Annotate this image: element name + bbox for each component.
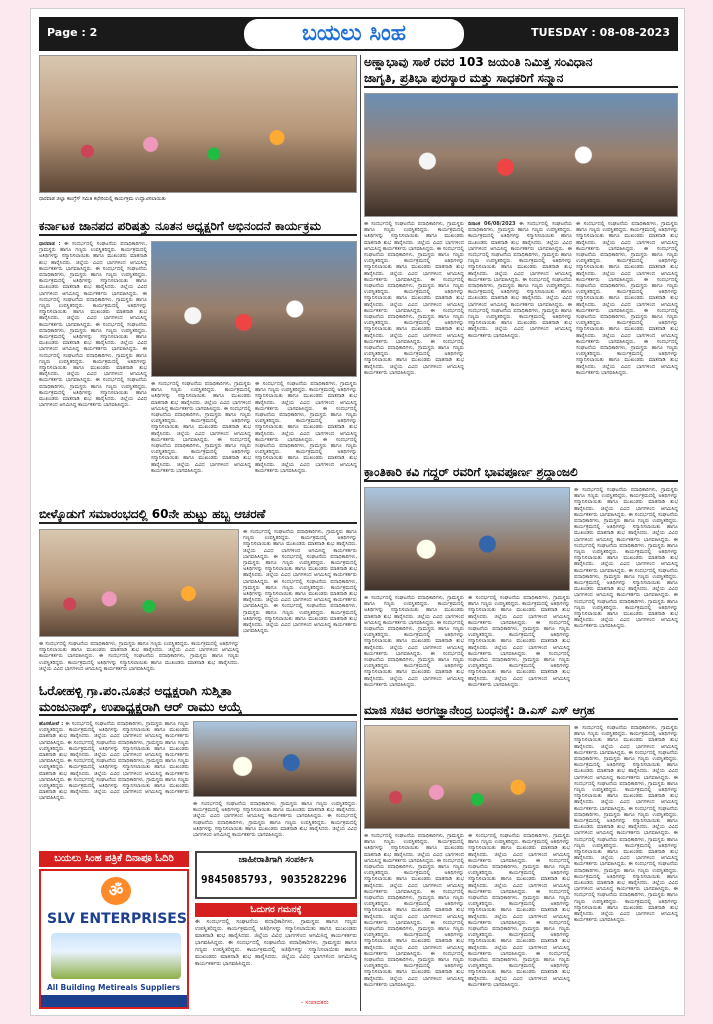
article-text-gaddar-2: [364, 595, 464, 699]
headline-dss: ಮಾಜಿ ಸಚಿವ ಅರಗಜ್ಞಾನೇಂದ್ರ ಬಂಧನಕ್ಕೆ: ಡಿ.ಎಸ್ ಎಸ್ ಆಗ್ರಹ: [364, 703, 678, 720]
dateline: ಧಾರವಾಡ :: [39, 241, 61, 247]
headline-grama-panchayat-1: ಓರೋಹಳ್ಳಿ ಗ್ರಾ.ಪಂ.ನೂತನ ಅಧ್ಯಕ್ಷರಾಗಿ ಸುಶ್ಮಿತಾ: [39, 683, 232, 698]
headline-janapada: ಕರ್ನಾಟಕ ಜಾನಪದ ಪರಿಷತ್ತು ನೂತನ ಅಧ್ಯಕ್ಷರಿಗೆ ಅಭಿನಂದನೆ ಕಾರ್ಯಕ್ರಮ: [39, 219, 357, 236]
column-divider: [360, 55, 361, 1011]
article-body: ಈ ಸಂದರ್ಭದಲ್ಲಿ ಸಂಘಟನೆಯ ಪದಾಧಿಕಾರಿಗಳು, ಗ್ರಾಮಸ್ಥರು ಹಾಗೂ ಗಣ್ಯರು ಉಪಸ್ಥಿತರಿದ್ದರು. ಕಾರ್ಯಕ್ರಮದಲ್ಲಿ ಅತಿಥಿಗಳನ್ನು ಸನ್ಮಾನಿಸಲಾಯಿತು ಹಾಗೂ ಮುಖಂಡರು ಮಾತನಾಡಿ ಶುಭ ಹಾರೈಸಿದರು. ಜಿಲ್ಲೆಯ ವಿವಿಧ ಭಾಗಗಳಿಂದ ಆಗಮಿಸಿದ್ದ ಕಾರ್ಯಕರ್ತರು ಭಾಗವಹಿಸಿದ್ದರು.: [39, 290, 147, 328]
article-text-dss-3: [468, 833, 570, 1011]
article-text-dss-1: [574, 725, 678, 1011]
article-body: ಈ ಸಂದರ್ಭದಲ್ಲಿ ಸಂಘಟನೆಯ ಪದಾಧಿಕಾರಿಗಳು, ಗ್ರಾಮಸ್ಥರು ಹಾಗೂ ಗಣ್ಯರು ಉಪಸ್ಥಿತರಿದ್ದರು. ಕಾರ್ಯಕ್ರಮದಲ್ಲಿ ಅತಿಥಿಗಳನ್ನು ಸನ್ಮಾನಿಸಲಾಯಿತು ಹಾಗೂ ಮುಖಂಡರು ಮಾತನಾಡಿ ಶುಭ ಹಾರೈಸಿದರು. ಜಿಲ್ಲೆಯ ವಿವಿಧ ಭಾಗಗಳಿಂದ ಆಗಮಿಸಿದ್ದ ಕಾರ್ಯಕರ್ತರು ಭಾಗವಹಿಸಿದ್ದರು.: [39, 265, 147, 297]
article-body: ಈ ಸಂದರ್ಭದಲ್ಲಿ ಸಂಘಟನೆಯ ಪದಾಧಿಕಾರಿಗಳು, ಗ್ರಾಮಸ್ಥರು ಹಾಗೂ ಗಣ್ಯರು ಉಪಸ್ಥಿತರಿದ್ದರು. ಕಾರ್ಯಕ್ರಮದಲ್ಲಿ ಅತಿಥಿಗಳನ್ನು ಸನ್ಮಾನಿಸಲಾಯಿತು ಹಾಗೂ ಮುಖಂಡರು ಮಾತನಾಡಿ ಶುಭ ಹಾರೈಸಿದರು. ಜಿಲ್ಲೆಯ ವಿವಿಧ ಭಾಗಗಳಿಂದ ಆಗಮಿಸಿದ್ದ ಕಾರ್ಯಕರ್ತರು ಭಾಗವಹಿಸಿದ್ದರು.: [243, 529, 357, 560]
article-body: ಈ ಸಂದರ್ಭದಲ್ಲಿ ಸಂಘಟನೆಯ ಪದಾಧಿಕಾರಿಗಳು, ಗ್ರಾಮಸ್ಥರು ಹಾಗೂ ಗಣ್ಯರು ಉಪಸ್ಥಿತರಿದ್ದರು. ಕಾರ್ಯಕ್ರಮದಲ್ಲಿ ಅತಿಥಿಗಳನ್ನು ಸನ್ಮಾನಿಸಲಾಯಿತು ಹಾಗೂ ಮುಖಂಡರು ಮಾತನಾಡಿ ಶುಭ ಹಾರೈಸಿದರು. ಜಿಲ್ಲೆಯ ವಿವಿಧ ಭಾಗಗಳಿಂದ ಆಗಮಿಸಿದ್ದ ಕಾರ್ಯಕರ್ತರು ಭಾಗವಹಿಸಿದ್ದರು.: [364, 595, 464, 626]
article-text-grama-panchayat-2: [193, 801, 357, 847]
article-body: ಈ ಸಂದರ್ಭದಲ್ಲಿ ಸಂಘಟನೆಯ ಪದಾಧಿಕಾರಿಗಳು, ಗ್ರಾಮಸ್ಥರು ಹಾಗೂ ಗಣ್ಯರು ಉಪಸ್ಥಿತರಿದ್ದರು. ಕಾರ್ಯಕ್ರಮದಲ್ಲಿ ಅತಿಥಿಗಳನ್ನು ಸನ್ಮಾನಿಸಲಾಯಿತು ಹಾಗೂ ಮುಖಂಡರು ಮಾತನಾಡಿ ಶುಭ ಹಾರೈಸಿದರು. ಜಿಲ್ಲೆಯ ವಿವಿಧ ಭಾಗಗಳಿಂದ ಆಗಮಿಸಿದ್ದ ಕಾರ್ಯಕರ್ತರು ಭಾಗವಹಿಸಿದ್ದರು.: [468, 833, 570, 864]
article-body: ಈ ಸಂದರ್ಭದಲ್ಲಿ ಸಂಘಟನೆಯ ಪದಾಧಿಕಾರಿಗಳು, ಗ್ರಾಮಸ್ಥರು ಹಾಗೂ ಗಣ್ಯರು ಉಪಸ್ಥಿತರಿದ್ದರು. ಕಾರ್ಯಕ್ರಮದಲ್ಲಿ ಅತಿಥಿಗಳನ್ನು ಸನ್ಮಾನಿಸಲಾಯಿತು ಹಾಗೂ ಮುಖಂಡರು ಮಾತನಾಡಿ ಶುಭ ಹಾರೈಸಿದರು. ಜಿಲ್ಲೆಯ ವಿವಿಧ ಭಾಗಗಳಿಂದ ಆಗಮಿಸಿದ್ದ ಕಾರ್ಯಕರ್ತರು ಭಾಗವಹಿಸಿದ್ದರು.: [468, 950, 570, 988]
headline-annabhau-2: ಜಾಗೃತಿ, ಪ್ರತಿಭಾ ಪುರಸ್ಕಾರ ಮತ್ತು ಸಾಧಕರಿಗೆ ಸನ್ಮಾನ: [364, 71, 678, 88]
article-body: ಈ ಸಂದರ್ಭದಲ್ಲಿ ಸಂಘಟನೆಯ ಪದಾಧಿಕಾರಿಗಳು, ಗ್ರಾಮಸ್ಥರು ಹಾಗೂ ಗಣ್ಯರು ಉಪಸ್ಥಿತರಿದ್ದರು. ಕಾರ್ಯಕ್ರಮದಲ್ಲಿ ಅತಿಥಿಗಳನ್ನು ಸನ್ಮಾನಿಸಲಾಯಿತು ಹಾಗೂ ಮುಖಂಡರು ಮಾತನಾಡಿ ಶುಭ ಹಾರೈಸಿದರು. ಜಿಲ್ಲೆಯ ವಿವಿಧ ಭಾಗಗಳಿಂದ ಆಗಮಿಸಿದ್ದ ಕಾರ್ಯಕರ್ತರು ಭಾಗವಹಿಸಿದ್ದರು.: [364, 950, 464, 988]
newspaper-page: [30, 8, 685, 1016]
article-body: ಈ ಸಂದರ್ಭದಲ್ಲಿ ಸಂಘಟನೆಯ ಪದಾಧಿಕಾರಿಗಳು, ಗ್ರಾಮಸ್ಥರು ಹಾಗೂ ಗಣ್ಯರು ಉಪಸ್ಥಿತರಿದ್ದರು. ಕಾರ್ಯಕ್ರಮದಲ್ಲಿ ಅತಿಥಿಗಳನ್ನು ಸನ್ಮಾನಿಸಲಾಯಿತು ಹಾಗೂ ಮುಖಂಡರು ಮಾತನಾಡಿ ಶುಭ ಹಾರೈಸಿದರು. ಜಿಲ್ಲೆಯ ವಿವಿಧ ಭಾಗಗಳಿಂದ ಆಗಮಿಸಿದ್ದ ಕಾರ್ಯಕರ್ತರು ಭಾಗವಹಿಸಿದ್ದರು.: [576, 307, 678, 345]
article-body: ಈ ಸಂದರ್ಭದಲ್ಲಿ ಸಂಘಟನೆಯ ಪದಾಧಿಕಾರಿಗಳು, ಗ್ರಾಮಸ್ಥರು ಹಾಗೂ ಗಣ್ಯರು ಉಪಸ್ಥಿತರಿದ್ದರು. ಕಾರ್ಯಕ್ರಮದಲ್ಲಿ ಅತಿಥಿಗಳನ್ನು ಸನ್ಮಾನಿಸಲಾಯಿತು ಹಾಗೂ ಮುಖಂಡರು ಮಾತನಾಡಿ ಶುಭ ಹಾರೈಸಿದರು. ಜಿಲ್ಲೆಯ ವಿವಿಧ ಭಾಗಗಳಿಂದ ಆಗಮಿಸಿದ್ದ ಕಾರ್ಯಕರ್ತರು ಭಾಗವಹಿಸಿದ್ದರು.: [468, 245, 572, 283]
article-body: ಈ ಸಂದರ್ಭದಲ್ಲಿ ಸಂಘಟನೆಯ ಪದಾಧಿಕಾರಿಗಳು, ಗ್ರಾಮಸ್ಥರು ಹಾಗೂ ಗಣ್ಯರು ಉಪಸ್ಥಿತರಿದ್ದರು. ಕಾರ್ಯಕ್ರಮದಲ್ಲಿ ಅತಿಥಿಗಳನ್ನು ಸನ್ಮಾನಿಸಲಾಯಿತು ಹಾಗೂ ಮುಖಂಡರು ಮಾತನಾಡಿ ಶುಭ ಹಾರೈಸಿದರು. ಜಿಲ್ಲೆಯ ವಿವಿಧ ಭಾಗಗಳಿಂದ ಆಗಮಿಸಿದ್ದ ಕಾರ್ಯಕರ್ತರು ಭಾಗವಹಿಸಿದ್ದರು.: [468, 619, 570, 657]
masthead: [39, 17, 678, 51]
article-body: ಈ ಸಂದರ್ಭದಲ್ಲಿ ಸಂಘಟನೆಯ ಪದಾಧಿಕಾರಿಗಳು, ಗ್ರಾಮಸ್ಥರು ಹಾಗೂ ಗಣ್ಯರು ಉಪಸ್ಥಿತರಿದ್ದರು. ಕಾರ್ಯಕ್ರಮದಲ್ಲಿ ಅತಿಥಿಗಳನ್ನು ಸನ್ಮಾನಿಸಲಾಯಿತು ಹಾಗೂ ಮುಖಂಡರು ಮಾತನಾಡಿ ಶುಭ ಹಾರೈಸಿದರು. ಜಿಲ್ಲೆಯ ವಿವಿಧ ಭಾಗಗಳಿಂದ ಆಗಮಿಸಿದ್ದ ಕಾರ್ಯಕರ್ತರು ಭಾಗವಹಿಸಿದ್ದರು.: [468, 221, 572, 252]
article-body: ಈ ಸಂದರ್ಭದಲ್ಲಿ ಸಂಘಟನೆಯ ಪದಾಧಿಕಾರಿಗಳು, ಗ್ರಾಮಸ್ಥರು ಹಾಗೂ ಗಣ್ಯರು ಉಪಸ್ಥಿತರಿದ್ದರು. ಕಾರ್ಯಕ್ರಮದಲ್ಲಿ ಅತಿಥಿಗಳನ್ನು ಸನ್ಮಾನಿಸಲಾಯಿತು ಹಾಗೂ ಮುಖಂಡರು ಮಾತನಾಡಿ ಶುಭ ಹಾರೈಸಿದರು. ಜಿಲ್ಲೆಯ ವಿವಿಧ ಭಾಗಗಳಿಂದ ಆಗಮಿಸಿದ್ದ ಕಾರ್ಯಕರ್ತರು ಭಾಗವಹಿಸಿದ್ದರು.: [364, 276, 464, 314]
event-photo-gaddar: [364, 487, 570, 591]
article-body: ಈ ಸಂದರ್ಭದಲ್ಲಿ ಸಂಘಟನೆಯ ಪದಾಧಿಕಾರಿಗಳು, ಗ್ರಾಮಸ್ಥರು ಹಾಗೂ ಗಣ್ಯರು ಉಪಸ್ಥಿತರಿದ್ದರು. ಕಾರ್ಯಕ್ರಮದಲ್ಲಿ ಅತಿಥಿಗಳನ್ನು ಸನ್ಮಾನಿಸಲಾಯಿತು ಹಾಗೂ ಮುಖಂಡರು ಮಾತನಾಡಿ ಶುಭ ಹಾರೈಸಿದರು. ಜಿಲ್ಲೆಯ ವಿವಿಧ ಭಾಗಗಳಿಂದ ಆಗಮಿಸಿದ್ದ ಕಾರ್ಯಕರ್ತರು ಭಾಗವಹಿಸಿದ್ದರು.: [574, 592, 678, 630]
article-body: ಈ ಸಂದರ್ಭದಲ್ಲಿ ಸಂಘಟನೆಯ ಪದಾಧಿಕಾರಿಗಳು, ಗ್ರಾಮಸ್ಥರು ಹಾಗೂ ಗಣ್ಯರು ಉಪಸ್ಥಿತರಿದ್ದರು. ಕಾರ್ಯಕ್ರಮದಲ್ಲಿ ಅತಿಥಿಗಳನ್ನು ಸನ್ಮಾನಿಸಲಾಯಿತು ಹಾಗೂ ಮುಖಂಡರು ಮಾತನಾಡಿ ಶುಭ ಹಾರೈಸಿದರು. ಜಿಲ್ಲೆಯ ವಿವಿಧ ಭಾಗಗಳಿಂದ ಆಗಮಿಸಿದ್ದ ಕಾರ್ಯಕರ್ತರು ಭಾಗವಹಿಸಿದ್ದರು.: [39, 739, 189, 765]
dateline: ದಿನಾಂಕ 06/08/2023: [468, 221, 516, 227]
event-photo-birthday: [39, 529, 239, 637]
article-body: ಈ ಸಂದರ್ಭದಲ್ಲಿ ಸಂಘಟನೆಯ ಪದಾಧಿಕಾರಿಗಳು, ಗ್ರಾಮಸ್ಥರು ಹಾಗೂ ಗಣ್ಯರು ಉಪಸ್ಥಿತರಿದ್ದರು. ಕಾರ್ಯಕ್ರಮದಲ್ಲಿ ಅತಿಥಿಗಳನ್ನು ಸನ್ಮಾನಿಸಲಾಯಿತು ಹಾಗೂ ಮುಖಂಡರು ಮಾತನಾಡಿ ಶುಭ ಹಾರೈಸಿದರು. ಜಿಲ್ಲೆಯ ವಿವಿಧ ಭಾಗಗಳಿಂದ ಆಗಮಿಸಿದ್ದ ಕಾರ್ಯಕರ್ತರು ಭಾಗವಹಿಸಿದ್ದರು.: [574, 749, 678, 781]
article-body: ಈ ಸಂದರ್ಭದಲ್ಲಿ ಸಂಘಟನೆಯ ಪದಾಧಿಕಾರಿಗಳು, ಗ್ರಾಮಸ್ಥರು ಹಾಗೂ ಗಣ್ಯರು ಉಪಸ್ಥಿತರಿದ್ದರು. ಕಾರ್ಯಕ್ರಮದಲ್ಲಿ ಅತಿಥಿಗಳನ್ನು ಸನ್ಮಾನಿಸಲಾಯಿತು ಹಾಗೂ ಮುಖಂಡರು ಮಾತನಾಡಿ ಶುಭ ಹಾರೈಸಿದರು. ಜಿಲ್ಲೆಯ ವಿವಿಧ ಭಾಗಗಳಿಂದ ಆಗಮಿಸಿದ್ದ ಕಾರ್ಯಕರ್ತರು ಭಾಗವಹಿಸಿದ್ದರು.: [574, 774, 678, 812]
headline-hattu-habba: ಬೀಳ್ಕೊಡುಗೆ ಸಮಾರಂಭದಲ್ಲಿ 60ನೇ ಹುಟ್ಟು ಹಬ್ಬ ಆಚರಣೆ: [39, 507, 357, 524]
article-text-annabhau-3: [576, 221, 678, 461]
om-symbol-icon: ॐ: [101, 877, 131, 905]
page-number: Page : 2: [47, 26, 98, 39]
classified-advertisement: [195, 851, 357, 899]
article-text-birthday-2: [39, 641, 239, 679]
article-body: ಈ ಸಂದರ್ಭದಲ್ಲಿ ಸಂಘಟನೆಯ ಪದಾಧಿಕಾರಿಗಳು, ಗ್ರಾಮಸ್ಥರು ಹಾಗೂ ಗಣ್ಯರು ಉಪಸ್ಥಿತರಿದ್ದರು. ಕಾರ್ಯಕ್ರಮದಲ್ಲಿ ಅತಿಥಿಗಳನ್ನು ಸನ್ಮಾನಿಸಲಾಯಿತು ಹಾಗೂ ಮುಖಂಡರು ಮಾತನಾಡಿ ಶುಭ ಹಾರೈಸಿದರು. ಜಿಲ್ಲೆಯ ವಿವಿಧ ಭಾಗಗಳಿಂದ ಆಗಮಿಸಿದ್ದ ಕಾರ್ಯಕರ್ತರು ಭಾಗವಹಿಸಿದ್ದರು.: [193, 801, 357, 820]
event-photo-janapada: [151, 241, 357, 377]
article-body: ಈ ಸಂದರ್ಭದಲ್ಲಿ ಸಂಘಟನೆಯ ಪದಾಧಿಕಾರಿಗಳು, ಗ್ರಾಮಸ್ಥರು ಹಾಗೂ ಗಣ್ಯರು ಉಪಸ್ಥಿತರಿದ್ದರು. ಕಾರ್ಯಕ್ರಮದಲ್ಲಿ ಅತಿಥಿಗಳನ್ನು ಸನ್ಮಾನಿಸಲಾಯಿತು ಹಾಗೂ ಮುಖಂಡರು ಮಾತನಾಡಿ ಶುಭ ಹಾರೈಸಿದರು. ಜಿಲ್ಲೆಯ ವಿವಿಧ ಭಾಗಗಳಿಂದ ಆಗಮಿಸಿದ್ದ ಕಾರ್ಯಕರ್ತರು ಭಾಗವಹಿಸಿದ್ದರು.: [193, 813, 357, 839]
article-text-janapada: [39, 241, 147, 503]
article-body: ಈ ಸಂದರ್ಭದಲ್ಲಿ ಸಂಘಟನೆಯ ಪದಾಧಿಕಾರಿಗಳು, ಗ್ರಾಮಸ್ಥರು ಹಾಗೂ ಗಣ್ಯರು ಉಪಸ್ಥಿತರಿದ್ದರು. ಕಾರ್ಯಕ್ರಮದಲ್ಲಿ ಅತಿಥಿಗಳನ್ನು ಸನ್ಮಾನಿಸಲಾಯಿತು ಹಾಗೂ ಮುಖಂಡರು ಮಾತನಾಡಿ ಶುಭ ಹಾರೈಸಿದರು. ಜಿಲ್ಲೆಯ ವಿವಿಧ ಭಾಗಗಳಿಂದ ಆಗಮಿಸಿದ್ದ ಕಾರ್ಯಕರ್ತರು ಭಾಗವಹಿಸಿದ್ದರು.: [255, 436, 357, 474]
article-text-grama-panchayat: [39, 721, 189, 847]
article-body: ಈ ಸಂದರ್ಭದಲ್ಲಿ ಸಂಘಟನೆಯ ಪದಾಧಿಕಾರಿಗಳು, ಗ್ರಾಮಸ್ಥರು ಹಾಗೂ ಗಣ್ಯರು ಉಪಸ್ಥಿತರಿದ್ದರು. ಕಾರ್ಯಕ್ರಮದಲ್ಲಿ ಅತಿಥಿಗಳನ್ನು ಸನ್ಮಾನಿಸಲಾಯಿತು ಹಾಗೂ ಮುಖಂಡರು ಮಾತನಾಡಿ ಶುಭ ಹಾರೈಸಿದರು. ಜಿಲ್ಲೆಯ ವಿವಿಧ ಭಾಗಗಳಿಂದ ಆಗಮಿಸಿದ್ದ ಕಾರ್ಯಕರ್ತರು ಭಾಗವಹಿಸಿದ್ದರು.: [364, 650, 464, 688]
article-body: ಈ ಸಂದರ್ಭದಲ್ಲಿ ಸಂಘಟನೆಯ ಪದಾಧಿಕಾರಿಗಳು, ಗ್ರಾಮಸ್ಥರು ಹಾಗೂ ಗಣ್ಯರು ಉಪಸ್ಥಿತರಿದ್ದರು. ಕಾರ್ಯಕ್ರಮದಲ್ಲಿ ಅತಿಥಿಗಳನ್ನು ಸನ್ಮಾನಿಸಲಾಯಿತು ಹಾಗೂ ಮುಖಂಡರು ಮಾತನಾಡಿ ಶುಭ ಹಾರೈಸಿದರು. ಜಿಲ್ಲೆಯ ವಿವಿಧ ಭಾಗಗಳಿಂದ ಆಗಮಿಸಿದ್ದ ಕಾರ್ಯಕರ್ತರು ಭಾಗವಹಿಸಿದ್ದರು.: [39, 776, 189, 802]
dateline: ಹೊಸಕೋಟೆ :: [39, 721, 64, 727]
article-body: ಈ ಸಂದರ್ಭದಲ್ಲಿ ಸಂಘಟನೆಯ ಪದಾಧಿಕಾರಿಗಳು, ಗ್ರಾಮಸ್ಥರು ಹಾಗೂ ಗಣ್ಯರು ಉಪಸ್ಥಿತರಿದ್ದರು. ಕಾರ್ಯಕ್ರಮದಲ್ಲಿ ಅತಿಥಿಗಳನ್ನು ಸನ್ಮಾನಿಸಲಾಯಿತು ಹಾಗೂ ಮುಖಂಡರು ಮಾತನಾಡಿ ಶುಭ ಹಾರೈಸಿದರು. ಜಿಲ್ಲೆಯ ವಿವಿಧ ಭಾಗಗಳಿಂದ ಆಗಮಿಸಿದ್ದ ಕಾರ್ಯಕರ್ತರು ಭಾಗವಹಿಸಿದ್ದರು.: [468, 595, 570, 626]
article-body: ಈ ಸಂದರ್ಭದಲ್ಲಿ ಸಂಘಟನೆಯ ಪದಾಧಿಕಾರಿಗಳು, ಗ್ರಾಮಸ್ಥರು ಹಾಗೂ ಗಣ್ಯರು ಉಪಸ್ಥಿತರಿದ್ದರು. ಕಾರ್ಯಕ್ರಮದಲ್ಲಿ ಅತಿಥಿಗಳನ್ನು ಸನ್ಮಾನಿಸಲಾಯಿತು ಹಾಗೂ ಮುಖಂಡರು ಮಾತನಾಡಿ ಶುಭ ಹಾರೈಸಿದರು. ಜಿಲ್ಲೆಯ ವಿವಿಧ ಭಾಗಗಳಿಂದ ಆಗಮಿಸಿದ್ದ ಕಾರ್ಯಕರ್ತರು ಭಾಗವಹಿಸಿದ್ದರು.: [576, 338, 678, 376]
notice-body: ಈ ಸಂದರ್ಭದಲ್ಲಿ ಸಂಘಟನೆಯ ಪದಾಧಿಕಾರಿಗಳು, ಗ್ರಾಮಸ್ಥರು ಹಾಗೂ ಗಣ್ಯರು ಉಪಸ್ಥಿತರಿದ್ದರು. ಕಾರ್ಯಕ್ರಮದಲ್ಲಿ ಅತಿಥಿಗಳನ್ನು ಸನ್ಮಾನಿಸಲಾಯಿತು ಹಾಗೂ ಮುಖಂಡರು ಮಾತನಾಡಿ ಶುಭ ಹಾರೈಸಿದರು. ಜಿಲ್ಲೆಯ ವಿವಿಧ ಭಾಗಗಳಿಂದ ಆಗಮಿಸಿದ್ದ ಕಾರ್ಯಕರ್ತರು ಭಾಗವಹಿಸಿದ್ದರು.: [195, 940, 357, 967]
event-photo-top-left: [39, 55, 357, 193]
slv-advertisement: [39, 869, 189, 1009]
editor-signature: - ಸಂಪಾದಕರು: [301, 999, 329, 1006]
article-body: ಈ ಸಂದರ್ಭದಲ್ಲಿ ಸಂಘಟನೆಯ ಪದಾಧಿಕಾರಿಗಳು, ಗ್ರಾಮಸ್ಥರು ಹಾಗೂ ಗಣ್ಯರು ಉಪಸ್ಥಿತರಿದ್ದರು. ಕಾರ್ಯಕ್ರಮದಲ್ಲಿ ಅತಿಥಿಗಳನ್ನು ಸನ್ಮಾನಿಸಲಾಯಿತು ಹಾಗೂ ಮುಖಂಡರು ಮಾತನಾಡಿ ಶುಭ ಹಾರೈಸಿದರು. ಜಿಲ್ಲೆಯ ವಿವಿಧ ಭಾಗಗಳಿಂದ ಆಗಮಿಸಿದ್ದ ಕಾರ್ಯಕರ್ತರು ಭಾಗವಹಿಸಿದ್ದರು.: [576, 221, 678, 252]
article-body: ಈ ಸಂದರ್ಭದಲ್ಲಿ ಸಂಘಟನೆಯ ಪದಾಧಿಕಾರಿಗಳು, ಗ್ರಾಮಸ್ಥರು ಹಾಗೂ ಗಣ್ಯರು ಉಪಸ್ಥಿತರಿದ್ದರು. ಕಾರ್ಯಕ್ರಮದಲ್ಲಿ ಅತಿಥಿಗಳನ್ನು ಸನ್ಮಾನಿಸಲಾಯಿತು ಹಾಗೂ ಮುಖಂಡರು ಮಾತನಾಡಿ ಶುಭ ಹಾರೈಸಿದರು. ಜಿಲ್ಲೆಯ ವಿವಿಧ ಭಾಗಗಳಿಂದ ಆಗಮಿಸಿದ್ದ ಕಾರ್ಯಕರ್ತರು ಭಾಗವಹಿಸಿದ್ದರು.: [468, 888, 570, 926]
slv-name: SLV ENTERPRISES: [47, 911, 187, 927]
article-body: ಈ ಸಂದರ್ಭದಲ್ಲಿ ಸಂಘಟನೆಯ ಪದಾಧಿಕಾರಿಗಳು, ಗ್ರಾಮಸ್ಥರು ಹಾಗೂ ಗಣ್ಯರು ಉಪಸ್ಥಿತರಿದ್ದರು. ಕಾರ್ಯಕ್ರಮದಲ್ಲಿ ಅತಿಥಿಗಳನ್ನು ಸನ್ಮಾನಿಸಲಾಯಿತು ಹಾಗೂ ಮುಖಂಡರು ಮಾತನಾಡಿ ಶುಭ ಹಾರೈಸಿದರು. ಜಿಲ್ಲೆಯ ವಿವಿಧ ಭಾಗಗಳಿಂದ ಆಗಮಿಸಿದ್ದ ಕಾರ್ಯಕರ್ತರು ಭಾಗವಹಿಸಿದ್ದರು.: [574, 861, 678, 893]
slv-footer-strip: [41, 995, 187, 1007]
article-body: ಈ ಸಂದರ್ಭದಲ್ಲಿ ಸಂಘಟನೆಯ ಪದಾಧಿಕಾರಿಗಳು, ಗ್ರಾಮಸ್ಥರು ಹಾಗೂ ಗಣ್ಯರು ಉಪಸ್ಥಿತರಿದ್ದರು. ಕಾರ್ಯಕ್ರಮದಲ್ಲಿ ಅತಿಥಿಗಳನ್ನು ಸನ್ಮಾನಿಸಲಾಯಿತು ಹಾಗೂ ಮುಖಂಡರು ಮಾತನಾಡಿ ಶುಭ ಹಾರೈಸಿದರು. ಜಿಲ್ಲೆಯ ವಿವಿಧ ಭಾಗಗಳಿಂದ ಆಗಮಿಸಿದ್ದ ಕಾರ್ಯಕರ್ತರು ಭಾಗವಹಿಸಿದ್ದರು.: [151, 436, 251, 474]
article-body: ಈ ಸಂದರ್ಭದಲ್ಲಿ ಸಂಘಟನೆಯ ಪದಾಧಿಕಾರಿಗಳು, ಗ್ರಾಮಸ್ಥರು ಹಾಗೂ ಗಣ್ಯರು ಉಪಸ್ಥಿತರಿದ್ದರು. ಕಾರ್ಯಕ್ರಮದಲ್ಲಿ ಅತಿಥಿಗಳನ್ನು ಸನ್ಮಾನಿಸಲಾಯಿತು ಹಾಗೂ ಮುಖಂಡರು ಮಾತನಾಡಿ ಶುಭ ಹಾರೈಸಿದರು. ಜಿಲ್ಲೆಯ ವಿವಿಧ ಭಾಗಗಳಿಂದ ಆಗಮಿಸಿದ್ದ ಕಾರ್ಯಕರ್ತರು ಭಾಗವಹಿಸಿದ್ದರು.: [364, 221, 464, 252]
contact-phones[interactable]: 9845085793, 9035282296: [201, 873, 347, 886]
photo-caption: ಧಾರವಾಡ ಜಿಲ್ಲಾ ಕಾಂಗ್ರೆಸ್ ಸಮಿತಿ ಕಛೇರಿಯಲ್ಲಿ ಕಾರ್ಯಕ್ರಮ ಉದ್ಘಾಟಿಸಲಾಯಿತು: [39, 196, 167, 202]
article-text-janapada-3: [255, 381, 357, 503]
event-photo-panchayat: [193, 721, 357, 797]
article-body: ಈ ಸಂದರ್ಭದಲ್ಲಿ ಸಂಘಟನೆಯ ಪದಾಧಿಕಾರಿಗಳು, ಗ್ರಾಮಸ್ಥರು ಹಾಗೂ ಗಣ್ಯರು ಉಪಸ್ಥಿತರಿದ್ದರು. ಕಾರ್ಯಕ್ರಮದಲ್ಲಿ ಅತಿಥಿಗಳನ್ನು ಸನ್ಮಾನಿಸಲಾಯಿತು ಹಾಗೂ ಮುಖಂಡರು ಮಾತನಾಡಿ ಶುಭ ಹಾರೈಸಿದರು. ಜಿಲ್ಲೆಯ ವಿವಿಧ ಭಾಗಗಳಿಂದ ಆಗಮಿಸಿದ್ದ ಕಾರ್ಯಕರ್ತರು ಭಾಗವಹಿಸಿದ್ದರು.: [574, 886, 678, 924]
article-text-gaddar-3: [468, 595, 570, 699]
article-text-dss-2: [364, 833, 464, 1011]
classified-title: ಜಾಹೀರಾತಿಗಾಗಿ ಸಂಪರ್ಕಿಸಿ: [238, 855, 314, 865]
article-text-annabhau-2: [468, 221, 572, 461]
article-body: ಈ ಸಂದರ್ಭದಲ್ಲಿ ಸಂಘಟನೆಯ ಪದಾಧಿಕಾರಿಗಳು, ಗ್ರಾಮಸ್ಥರು ಹಾಗೂ ಗಣ್ಯರು ಉಪಸ್ಥಿತರಿದ್ದರು. ಕಾರ್ಯಕ್ರಮದಲ್ಲಿ ಅತಿಥಿಗಳನ್ನು ಸನ್ಮಾನಿಸಲಾಯಿತು ಹಾಗೂ ಮುಖಂಡರು ಮಾತನಾಡಿ ಶುಭ ಹಾರೈಸಿದರು. ಜಿಲ್ಲೆಯ ವಿವಿಧ ಭಾಗಗಳಿಂದ ಆಗಮಿಸಿದ್ದ ಕಾರ್ಯಕರ್ತರು ಭಾಗವಹಿಸಿದ್ದರು.: [243, 578, 357, 610]
article-body: ಈ ಸಂದರ್ಭದಲ್ಲಿ ಸಂಘಟನೆಯ ಪದಾಧಿಕಾರಿಗಳು, ಗ್ರಾಮಸ್ಥರು ಹಾಗೂ ಗಣ್ಯರು ಉಪಸ್ಥಿತರಿದ್ದರು. ಕಾರ್ಯಕ್ರಮದಲ್ಲಿ ಅತಿಥಿಗಳನ್ನು ಸನ್ಮಾನಿಸಲಾಯಿತು ಹಾಗೂ ಮುಖಂಡರು ಮಾತನಾಡಿ ಶುಭ ಹಾರೈಸಿದರು. ಜಿಲ್ಲೆಯ ವಿವಿಧ ಭಾಗಗಳಿಂದ ಆಗಮಿಸಿದ್ದ ಕಾರ್ಯಕರ್ತರು ಭಾಗವಹಿಸಿದ್ದರು.: [574, 536, 678, 574]
article-body: ಈ ಸಂದರ್ಭದಲ್ಲಿ ಸಂಘಟನೆಯ ಪದಾಧಿಕಾರಿಗಳು, ಗ್ರಾಮಸ್ಥರು ಹಾಗೂ ಗಣ್ಯರು ಉಪಸ್ಥಿತರಿದ್ದರು. ಕಾರ್ಯಕ್ರಮದಲ್ಲಿ ಅತಿಥಿಗಳನ್ನು ಸನ್ಮಾನಿಸಲಾಯಿತು ಹಾಗೂ ಮುಖಂಡರು ಮಾತನಾಡಿ ಶುಭ ಹಾರೈಸಿದರು. ಜಿಲ್ಲೆಯ ವಿವಿಧ ಭಾಗಗಳಿಂದ ಆಗಮಿಸಿದ್ದ ಕಾರ್ಯಕರ್ತರು ಭಾಗವಹಿಸಿದ್ದರು.: [576, 245, 678, 283]
article-body: ಈ ಸಂದರ್ಭದಲ್ಲಿ ಸಂಘಟನೆಯ ಪದಾಧಿಕಾರಿಗಳು, ಗ್ರಾಮಸ್ಥರು ಹಾಗೂ ಗಣ್ಯರು ಉಪಸ್ಥಿತರಿದ್ದರು. ಕಾರ್ಯಕ್ರಮದಲ್ಲಿ ಅತಿಥಿಗಳನ್ನು ಸನ್ಮಾನಿಸಲಾಯಿತು ಹಾಗೂ ಮುಖಂಡರು ಮಾತನಾಡಿ ಶುಭ ಹಾರೈಸಿದರು. ಜಿಲ್ಲೆಯ ವಿವಿಧ ಭಾಗಗಳಿಂದ ಆಗಮಿಸಿದ್ದ ಕಾರ್ಯಕರ್ತರು ಭಾಗವಹಿಸಿದ್ದರು.: [243, 553, 357, 585]
notice-text: [195, 919, 357, 999]
notice-title: ಓದುಗರ ಗಮನಕ್ಕೆ: [195, 903, 357, 917]
article-text-birthday: [243, 529, 357, 679]
article-body: ಈ ಸಂದರ್ಭದಲ್ಲಿ ಸಂಘಟನೆಯ ಪದಾಧಿಕಾರಿಗಳು, ಗ್ರಾಮಸ್ಥರು ಹಾಗೂ ಗಣ್ಯರು ಉಪಸ್ಥಿತರಿದ್ದರು. ಕಾರ್ಯಕ್ರಮದಲ್ಲಿ ಅತಿಥಿಗಳನ್ನು ಸನ್ಮಾನಿಸಲಾಯಿತು ಹಾಗೂ ಮುಖಂಡರು ಮಾತನಾಡಿ ಶುಭ ಹಾರೈಸಿದರು. ಜಿಲ್ಲೆಯ ವಿವಿಧ ಭಾಗಗಳಿಂದ ಆಗಮಿಸಿದ್ದ ಕಾರ್ಯಕರ್ತರು ಭಾಗವಹಿಸಿದ್ದರು.: [364, 857, 464, 895]
article-body: ಈ ಸಂದರ್ಭದಲ್ಲಿ ಸಂಘಟನೆಯ ಪದಾಧಿಕಾರಿಗಳು, ಗ್ರಾಮಸ್ಥರು ಹಾಗೂ ಗಣ್ಯರು ಉಪಸ್ಥಿತರಿದ್ದರು. ಕಾರ್ಯಕ್ರಮದಲ್ಲಿ ಅತಿಥಿಗಳನ್ನು ಸನ್ಮಾನಿಸಲಾಯಿತು ಹಾಗೂ ಮುಖಂಡರು ಮಾತನಾಡಿ ಶುಭ ಹಾರೈಸಿದರು. ಜಿಲ್ಲೆಯ ವಿವಿಧ ಭಾಗಗಳಿಂದ ಆಗಮಿಸಿದ್ದ ಕಾರ್ಯಕರ್ತರು ಭಾಗವಹಿಸಿದ್ದರು.: [468, 301, 572, 339]
article-body: ಈ ಸಂದರ್ಭದಲ್ಲಿ ಸಂಘಟನೆಯ ಪದಾಧಿಕಾರಿಗಳು, ಗ್ರಾಮಸ್ಥರು ಹಾಗೂ ಗಣ್ಯರು ಉಪಸ್ಥಿತರಿದ್ದರು. ಕಾರ್ಯಕ್ರಮದಲ್ಲಿ ಅತಿಥಿಗಳನ್ನು ಸನ್ಮಾನಿಸಲಾಯಿತು ಹಾಗೂ ಮುಖಂಡರು ಮಾತನಾಡಿ ಶುಭ ಹಾರೈಸಿದರು. ಜಿಲ್ಲೆಯ ವಿವಿಧ ಭಾಗಗಳಿಂದ ಆಗಮಿಸಿದ್ದ ಕಾರ್ಯಕರ್ತರು ಭಾಗವಹಿಸಿದ್ದರು.: [364, 833, 464, 864]
article-body: ಈ ಸಂದರ್ಭದಲ್ಲಿ ಸಂಘಟನೆಯ ಪದಾಧಿಕಾರಿಗಳು, ಗ್ರಾಮಸ್ಥರು ಹಾಗೂ ಗಣ್ಯರು ಉಪಸ್ಥಿತರಿದ್ದರು. ಕಾರ್ಯಕ್ರಮದಲ್ಲಿ ಅತಿಥಿಗಳನ್ನು ಸನ್ಮಾನಿಸಲಾಯಿತು ಹಾಗೂ ಮುಖಂಡರು ಮಾತನಾಡಿ ಶುಭ ಹಾರೈಸಿದರು. ಜಿಲ್ಲೆಯ ವಿವಿಧ ಭಾಗಗಳಿಂದ ಆಗಮಿಸಿದ್ದ ಕಾರ್ಯಕರ್ತರು ಭಾಗವಹಿಸಿದ್ದರು.: [364, 888, 464, 926]
article-body: ಈ ಸಂದರ್ಭದಲ್ಲಿ ಸಂಘಟನೆಯ ಪದಾಧಿಕಾರಿಗಳು, ಗ್ರಾಮಸ್ಥರು ಹಾಗೂ ಗಣ್ಯರು ಉಪಸ್ಥಿತರಿದ್ದರು. ಕಾರ್ಯಕ್ರಮದಲ್ಲಿ ಅತಿಥಿಗಳನ್ನು ಸನ್ಮಾನಿಸಲಾಯಿತು ಹಾಗೂ ಮುಖಂಡರು ಮಾತನಾಡಿ ಶುಭ ಹಾರೈಸಿದರು. ಜಿಲ್ಲೆಯ ವಿವಿಧ ಭಾಗಗಳಿಂದ ಆಗಮಿಸಿದ್ದ ಕಾರ್ಯಕರ್ತರು ಭಾಗವಹಿಸಿದ್ದರು.: [574, 511, 678, 543]
article-body: ಈ ಸಂದರ್ಭದಲ್ಲಿ ಸಂಘಟನೆಯ ಪದಾಧಿಕಾರಿಗಳು, ಗ್ರಾಮಸ್ಥರು ಹಾಗೂ ಗಣ್ಯರು ಉಪಸ್ಥಿತರಿದ್ದರು. ಕಾರ್ಯಕ್ರಮದಲ್ಲಿ ಅತಿಥಿಗಳನ್ನು ಸನ್ಮಾನಿಸಲಾಯಿತು ಹಾಗೂ ಮುಖಂಡರು ಮಾತನಾಡಿ ಶುಭ ಹಾರೈಸಿದರು. ಜಿಲ್ಲೆಯ ವಿವಿಧ ಭಾಗಗಳಿಂದ ಆಗಮಿಸಿದ್ದ ಕಾರ್ಯಕರ್ತರು ಭಾಗವಹಿಸಿದ್ದರು.: [243, 603, 357, 635]
article-body: ಈ ಸಂದರ್ಭದಲ್ಲಿ ಸಂಘಟನೆಯ ಪದಾಧಿಕಾರಿಗಳು, ಗ್ರಾಮಸ್ಥರು ಹಾಗೂ ಗಣ್ಯರು ಉಪಸ್ಥಿತರಿದ್ದರು. ಕಾರ್ಯಕ್ರಮದಲ್ಲಿ ಅತಿಥಿಗಳನ್ನು ಸನ್ಮಾನಿಸಲಾಯಿತು ಹಾಗೂ ಮುಖಂಡರು ಮಾತನಾಡಿ ಶುಭ ಹಾರೈಸಿದರು. ಜಿಲ್ಲೆಯ ವಿವಿಧ ಭಾಗಗಳಿಂದ ಆಗಮಿಸಿದ್ದ ಕಾರ್ಯಕರ್ತರು ಭಾಗವಹಿಸಿದ್ದರು.: [468, 276, 572, 308]
article-body: ಈ ಸಂದರ್ಭದಲ್ಲಿ ಸಂಘಟನೆಯ ಪದಾಧಿಕಾರಿಗಳು, ಗ್ರಾಮಸ್ಥರು ಹಾಗೂ ಗಣ್ಯರು ಉಪಸ್ಥಿತರಿದ್ದರು. ಕಾರ್ಯಕ್ರಮದಲ್ಲಿ ಅತಿಥಿಗಳನ್ನು ಸನ್ಮಾನಿಸಲಾಯಿತು ಹಾಗೂ ಮುಖಂಡರು ಮಾತನಾಡಿ ಶುಭ ಹಾರೈಸಿದರು. ಜಿಲ್ಲೆಯ ವಿವಿಧ ಭಾಗಗಳಿಂದ ಆಗಮಿಸಿದ್ದ ಕಾರ್ಯಕರ್ತರು ಭಾಗವಹಿಸಿದ್ದರು.: [364, 307, 464, 345]
article-body: ಈ ಸಂದರ್ಭದಲ್ಲಿ ಸಂಘಟನೆಯ ಪದಾಧಿಕಾರಿಗಳು, ಗ್ರಾಮಸ್ಥರು ಹಾಗೂ ಗಣ್ಯರು ಉಪಸ್ಥಿತರಿದ್ದರು. ಕಾರ್ಯಕ್ರಮದಲ್ಲಿ ಅತಿಥಿಗಳನ್ನು ಸನ್ಮಾನಿಸಲಾಯಿತು ಹಾಗೂ ಮುಖಂಡರು ಮಾತನಾಡಿ ಶುಭ ಹಾರೈಸಿದರು. ಜಿಲ್ಲೆಯ ವಿವಿಧ ಭಾಗಗಳಿಂದ ಆಗಮಿಸಿದ್ದ ಕಾರ್ಯಕರ್ತರು ಭಾಗವಹಿಸಿದ್ದರು.: [39, 721, 189, 746]
headline-gaddar: ಕ್ರಾಂತಿಕಾರಿ ಕವಿ ಗದ್ದರ್ ರವರಿಗೆ ಭಾವಪೂರ್ಣ ಶ್ರದ್ಧಾಂಜಲಿ: [364, 465, 678, 482]
article-body: ಈ ಸಂದರ್ಭದಲ್ಲಿ ಸಂಘಟನೆಯ ಪದಾಧಿಕಾರಿಗಳು, ಗ್ರಾಮಸ್ಥರು ಹಾಗೂ ಗಣ್ಯರು ಉಪಸ್ಥಿತರಿದ್ದರು. ಕಾರ್ಯಕ್ರಮದಲ್ಲಿ ಅತಿಥಿಗಳನ್ನು ಸನ್ಮಾನಿಸಲಾಯಿತು ಹಾಗೂ ಮುಖಂಡರು ಮಾತನಾಡಿ ಶುಭ ಹಾರೈಸಿದರು. ಜಿಲ್ಲೆಯ ವಿವಿಧ ಭಾಗಗಳಿಂದ ಆಗಮಿಸಿದ್ದ ಕಾರ್ಯಕರ್ತರು ಭಾಗವಹಿಸಿದ್ದರು.: [151, 405, 251, 443]
article-body: ಈ ಸಂದರ್ಭದಲ್ಲಿ ಸಂಘಟನೆಯ ಪದಾಧಿಕಾರಿಗಳು, ಗ್ರಾಮಸ್ಥರು ಹಾಗೂ ಗಣ್ಯರು ಉಪಸ್ಥಿತರಿದ್ದರು. ಕಾರ್ಯಕ್ರಮದಲ್ಲಿ ಅತಿಥಿಗಳನ್ನು ಸನ್ಮಾನಿಸಲಾಯಿತು ಹಾಗೂ ಮುಖಂಡರು ಮಾತನಾಡಿ ಶುಭ ಹಾರೈಸಿದರು. ಜಿಲ್ಲೆಯ ವಿವಿಧ ಭಾಗಗಳಿಂದ ಆಗಮಿಸಿದ್ದ ಕಾರ್ಯಕರ್ತರು ಭಾಗವಹಿಸಿದ್ದರು.: [576, 276, 678, 314]
building-materials-image: [51, 933, 181, 979]
article-text-gaddar-1: [574, 487, 678, 699]
newspaper-title: ಬಯಲು ಸಿಂಹ: [244, 19, 464, 49]
article-text-janapada-2: [151, 381, 251, 503]
article-body: ಈ ಸಂದರ್ಭದಲ್ಲಿ ಸಂಘಟನೆಯ ಪದಾಧಿಕಾರಿಗಳು, ಗ್ರಾಮಸ್ಥರು ಹಾಗೂ ಗಣ್ಯರು ಉಪಸ್ಥಿತರಿದ್ದರು. ಕಾರ್ಯಕ್ರಮದಲ್ಲಿ ಅತಿಥಿಗಳನ್ನು ಸನ್ಮಾನಿಸಲಾಯಿತು ಹಾಗೂ ಮುಖಂಡರು ಮಾತನಾಡಿ ಶುಭ ಹಾರೈಸಿದರು. ಜಿಲ್ಲೆಯ ವಿವಿಧ ಭಾಗಗಳಿಂದ ಆಗಮಿಸಿದ್ದ ಕಾರ್ಯಕರ್ತರು ಭಾಗವಹಿಸಿದ್ದರು.: [151, 381, 251, 412]
article-body: ಈ ಸಂದರ್ಭದಲ್ಲಿ ಸಂಘಟನೆಯ ಪದಾಧಿಕಾರಿಗಳು, ಗ್ರಾಮಸ್ಥರು ಹಾಗೂ ಗಣ್ಯರು ಉಪಸ್ಥಿತರಿದ್ದರು. ಕಾರ್ಯಕ್ರಮದಲ್ಲಿ ಅತಿಥಿಗಳನ್ನು ಸನ್ಮಾನಿಸಲಾಯಿತು ಹಾಗೂ ಮುಖಂಡರು ಮಾತನಾಡಿ ಶುಭ ಹಾರೈಸಿದರು. ಜಿಲ್ಲೆಯ ವಿವಿಧ ಭಾಗಗಳಿಂದ ಆಗಮಿಸಿದ್ದ ಕಾರ್ಯಕರ್ತರು ಭಾಗವಹಿಸಿದ್ದರು.: [39, 758, 189, 783]
notice-body: ಈ ಸಂದರ್ಭದಲ್ಲಿ ಸಂಘಟನೆಯ ಪದಾಧಿಕಾರಿಗಳು, ಗ್ರಾಮಸ್ಥರು ಹಾಗೂ ಗಣ್ಯರು ಉಪಸ್ಥಿತರಿದ್ದರು. ಕಾರ್ಯಕ್ರಮದಲ್ಲಿ ಅತಿಥಿಗಳನ್ನು ಸನ್ಮಾನಿಸಲಾಯಿತು ಹಾಗೂ ಮುಖಂಡರು ಮಾತನಾಡಿ ಶುಭ ಹಾರೈಸಿದರು. ಜಿಲ್ಲೆಯ ವಿವಿಧ ಭಾಗಗಳಿಂದ ಆಗಮಿಸಿದ್ದ ಕಾರ್ಯಕರ್ತರು ಭಾಗವಹಿಸಿದ್ದರು.: [195, 919, 357, 946]
patrike-banner: ಬಯಲು ಸಿಂಹ ಪತ್ರಿಕೆ ದಿನಾಪೂ ಓದಿರಿ: [39, 851, 189, 867]
article-body: ಈ ಸಂದರ್ಭದಲ್ಲಿ ಸಂಘಟನೆಯ ಪದಾಧಿಕಾರಿಗಳು, ಗ್ರಾಮಸ್ಥರು ಹಾಗೂ ಗಣ್ಯರು ಉಪಸ್ಥಿತರಿದ್ದರು. ಕಾರ್ಯಕ್ರಮದಲ್ಲಿ ಅತಿಥಿಗಳನ್ನು ಸನ್ಮಾನಿಸಲಾಯಿತು ಹಾಗೂ ಮುಖಂಡರು ಮಾತನಾಡಿ ಶುಭ ಹಾರೈಸಿದರು. ಜಿಲ್ಲೆಯ ವಿವಿಧ ಭಾಗಗಳಿಂದ ಆಗಮಿಸಿದ್ದ ಕಾರ್ಯಕರ್ತರು ಭಾಗವಹಿಸಿದ್ದರು.: [468, 919, 570, 957]
article-body: ಈ ಸಂದರ್ಭದಲ್ಲಿ ಸಂಘಟನೆಯ ಪದಾಧಿಕಾರಿಗಳು, ಗ್ರಾಮಸ್ಥರು ಹಾಗೂ ಗಣ್ಯರು ಉಪಸ್ಥಿತರಿದ್ದರು. ಕಾರ್ಯಕ್ರಮದಲ್ಲಿ ಅತಿಥಿಗಳನ್ನು ಸನ್ಮಾನಿಸಲಾಯಿತು ಹಾಗೂ ಮುಖಂಡರು ಮಾತನಾಡಿ ಶುಭ ಹಾರೈಸಿದರು. ಜಿಲ್ಲೆಯ ವಿವಿಧ ಭಾಗಗಳಿಂದ ಆಗಮಿಸಿದ್ದ ಕಾರ್ಯಕರ್ತರು ಭಾಗವಹಿಸಿದ್ದರು.: [364, 619, 464, 657]
article-body: ಈ ಸಂದರ್ಭದಲ್ಲಿ ಸಂಘಟನೆಯ ಪದಾಧಿಕಾರಿಗಳು, ಗ್ರಾಮಸ್ಥರು ಹಾಗೂ ಗಣ್ಯರು ಉಪಸ್ಥಿತರಿದ್ದರು. ಕಾರ್ಯಕ್ರಮದಲ್ಲಿ ಅತಿಥಿಗಳನ್ನು ಸನ್ಮಾನಿಸಲಾಯಿತು ಹಾಗೂ ಮುಖಂಡರು ಮಾತನಾಡಿ ಶುಭ ಹಾರೈಸಿದರು. ಜಿಲ್ಲೆಯ ವಿವಿಧ ಭಾಗಗಳಿಂದ ಆಗಮಿಸಿದ್ದ ಕಾರ್ಯಕರ್ತರು ಭಾಗವಹಿಸಿದ್ದರು.: [255, 405, 357, 443]
article-body: ಈ ಸಂದರ್ಭದಲ್ಲಿ ಸಂಘಟನೆಯ ಪದಾಧಿಕಾರಿಗಳು, ಗ್ರಾಮಸ್ಥರು ಹಾಗೂ ಗಣ್ಯರು ಉಪಸ್ಥಿತರಿದ್ದರು. ಕಾರ್ಯಕ್ರಮದಲ್ಲಿ ಅತಿಥಿಗಳನ್ನು ಸನ್ಮಾನಿಸಲಾಯಿತು ಹಾಗೂ ಮುಖಂಡರು ಮಾತನಾಡಿ ಶುಭ ಹಾರೈಸಿದರು. ಜಿಲ್ಲೆಯ ವಿವಿಧ ಭಾಗಗಳಿಂದ ಆಗಮಿಸಿದ್ದ ಕಾರ್ಯಕರ್ತರು ಭಾಗವಹಿಸಿದ್ದರು.: [364, 919, 464, 957]
headline-annabhau-1: ಅಣ್ಣಾಭಾವು ಸಾಠೆ ರವರ 103 ಜಯಂತಿ ನಿಮಿತ್ತ ಸಂವಿಧಾನ: [364, 55, 593, 69]
article-body: ಈ ಸಂದರ್ಭದಲ್ಲಿ ಸಂಘಟನೆಯ ಪದಾಧಿಕಾರಿಗಳು, ಗ್ರಾಮಸ್ಥರು ಹಾಗೂ ಗಣ್ಯರು ಉಪಸ್ಥಿತರಿದ್ದರು. ಕಾರ್ಯಕ್ರಮದಲ್ಲಿ ಅತಿಥಿಗಳನ್ನು ಸನ್ಮಾನಿಸಲಾಯಿತು ಹಾಗೂ ಮುಖಂಡರು ಮಾತನಾಡಿ ಶುಭ ಹಾರೈಸಿದರು. ಜಿಲ್ಲೆಯ ವಿವಿಧ ಭಾಗಗಳಿಂದ ಆಗಮಿಸಿದ್ದ ಕಾರ್ಯಕರ್ತರು ಭಾಗವಹಿಸಿದ್ದರು.: [364, 338, 464, 376]
article-body: ಈ ಸಂದರ್ಭದಲ್ಲಿ ಸಂಘಟನೆಯ ಪದಾಧಿಕಾರಿಗಳು, ಗ್ರಾಮಸ್ಥರು ಹಾಗೂ ಗಣ್ಯರು ಉಪಸ್ಥಿತರಿದ್ದರು. ಕಾರ್ಯಕ್ರಮದಲ್ಲಿ ಅತಿಥಿಗಳನ್ನು ಸನ್ಮಾನಿಸಲಾಯಿತು ಹಾಗೂ ಮುಖಂಡರು ಮಾತನಾಡಿ ಶುಭ ಹಾರೈಸಿದರು. ಜಿಲ್ಲೆಯ ವಿವಿಧ ಭಾಗಗಳಿಂದ ಆಗಮಿಸಿದ್ದ ಕಾರ್ಯಕರ್ತರು ಭಾಗವಹಿಸಿದ್ದರು.: [574, 725, 678, 756]
article-body: ಈ ಸಂದರ್ಭದಲ್ಲಿ ಸಂಘಟನೆಯ ಪದಾಧಿಕಾರಿಗಳು, ಗ್ರಾಮಸ್ಥರು ಹಾಗೂ ಗಣ್ಯರು ಉಪಸ್ಥಿತರಿದ್ದರು. ಕಾರ್ಯಕ್ರಮದಲ್ಲಿ ಅತಿಥಿಗಳನ್ನು ಸನ್ಮಾನಿಸಲಾಯಿತು ಹಾಗೂ ಮುಖಂಡರು ಮಾತನಾಡಿ ಶುಭ ಹಾರೈಸಿದರು. ಜಿಲ್ಲೆಯ ವಿವಿಧ ಭಾಗಗಳಿಂದ ಆಗಮಿಸಿದ್ದ ಕಾರ್ಯಕರ್ತರು ಭಾಗವಹಿಸಿದ್ದರು.: [574, 830, 678, 868]
event-photo-dss: [364, 725, 570, 829]
article-body: ಈ ಸಂದರ್ಭದಲ್ಲಿ ಸಂಘಟನೆಯ ಪದಾಧಿಕಾರಿಗಳು, ಗ್ರಾಮಸ್ಥರು ಹಾಗೂ ಗಣ್ಯರು ಉಪಸ್ಥಿತರಿದ್ದರು. ಕಾರ್ಯಕ್ರಮದಲ್ಲಿ ಅತಿಥಿಗಳನ್ನು ಸನ್ಮಾನಿಸಲಾಯಿತು ಹಾಗೂ ಮುಖಂಡರು ಮಾತನಾಡಿ ಶುಭ ಹಾರೈಸಿದರು. ಜಿಲ್ಲೆಯ ವಿವಿಧ ಭಾಗಗಳಿಂದ ಆಗಮಿಸಿದ್ದ ಕಾರ್ಯಕರ್ತರು ಭಾಗವಹಿಸಿದ್ದರು.: [39, 346, 147, 384]
article-body: ಈ ಸಂದರ್ಭದಲ್ಲಿ ಸಂಘಟನೆಯ ಪದಾಧಿಕಾರಿಗಳು, ಗ್ರಾಮಸ್ಥರು ಹಾಗೂ ಗಣ್ಯರು ಉಪಸ್ಥಿತರಿದ್ದರು. ಕಾರ್ಯಕ್ರಮದಲ್ಲಿ ಅತಿಥಿಗಳನ್ನು ಸನ್ಮಾನಿಸಲಾಯಿತು ಹಾಗೂ ಮುಖಂಡರು ಮಾತನಾಡಿ ಶುಭ ಹಾರೈಸಿದರು. ಜಿಲ್ಲೆಯ ವಿವಿಧ ಭಾಗಗಳಿಂದ ಆಗಮಿಸಿದ್ದ ಕಾರ್ಯಕರ್ತರು ಭಾಗವಹಿಸಿದ್ದರು.: [468, 857, 570, 895]
article-body: ಈ ಸಂದರ್ಭದಲ್ಲಿ ಸಂಘಟನೆಯ ಪದಾಧಿಕಾರಿಗಳು, ಗ್ರಾಮಸ್ಥರು ಹಾಗೂ ಗಣ್ಯರು ಉಪಸ್ಥಿತರಿದ್ದರು. ಕಾರ್ಯಕ್ರಮದಲ್ಲಿ ಅತಿಥಿಗಳನ್ನು ಸನ್ಮಾನಿಸಲಾಯಿತು ಹಾಗೂ ಮುಖಂಡರು ಮಾತನಾಡಿ ಶುಭ ಹಾರೈಸಿದರು. ಜಿಲ್ಲೆಯ ವಿವಿಧ ಭಾಗಗಳಿಂದ ಆಗಮಿಸಿದ್ದ ಕಾರ್ಯಕರ್ತರು ಭಾಗವಹಿಸಿದ್ದರು.: [574, 487, 678, 518]
article-body: ಈ ಸಂದರ್ಭದಲ್ಲಿ ಸಂಘಟನೆಯ ಪದಾಧಿಕಾರಿಗಳು, ಗ್ರಾಮಸ್ಥರು ಹಾಗೂ ಗಣ್ಯರು ಉಪಸ್ಥಿತರಿದ್ದರು. ಕಾರ್ಯಕ್ರಮದಲ್ಲಿ ಅತಿಥಿಗಳನ್ನು ಸನ್ಮಾನಿಸಲಾಯಿತು ಹಾಗೂ ಮುಖಂಡರು ಮಾತನಾಡಿ ಶುಭ ಹಾರೈಸಿದರು. ಜಿಲ್ಲೆಯ ವಿವಿಧ ಭಾಗಗಳಿಂದ ಆಗಮಿಸಿದ್ದ ಕಾರ್ಯಕರ್ತರು ಭಾಗವಹಿಸಿದ್ದರು.: [39, 653, 239, 672]
article-body: ಈ ಸಂದರ್ಭದಲ್ಲಿ ಸಂಘಟನೆಯ ಪದಾಧಿಕಾರಿಗಳು, ಗ್ರಾಮಸ್ಥರು ಹಾಗೂ ಗಣ್ಯರು ಉಪಸ್ಥಿತರಿದ್ದರು. ಕಾರ್ಯಕ್ರಮದಲ್ಲಿ ಅತಿಥಿಗಳನ್ನು ಸನ್ಮಾನಿಸಲಾಯಿತು ಹಾಗೂ ಮುಖಂಡರು ಮಾತನಾಡಿ ಶುಭ ಹಾರೈಸಿದರು. ಜಿಲ್ಲೆಯ ವಿವಿಧ ಭಾಗಗಳಿಂದ ಆಗಮಿಸಿದ್ದ ಕಾರ್ಯಕರ್ತರು ಭಾಗವಹಿಸಿದ್ದರು.: [574, 805, 678, 837]
slv-tagline: All Building Metireals Suppliers: [47, 983, 181, 992]
article-text-annabhau-1: [364, 221, 464, 461]
article-body: ಈ ಸಂದರ್ಭದಲ್ಲಿ ಸಂಘಟನೆಯ ಪದಾಧಿಕಾರಿಗಳು, ಗ್ರಾಮಸ್ಥರು ಹಾಗೂ ಗಣ್ಯರು ಉಪಸ್ಥಿತರಿದ್ದರು. ಕಾರ್ಯಕ್ರಮದಲ್ಲಿ ಅತಿಥಿಗಳನ್ನು ಸನ್ಮಾನಿಸಲಾಯಿತು ಹಾಗೂ ಮುಖಂಡರು ಮಾತನಾಡಿ ಶುಭ ಹಾರೈಸಿದರು. ಜಿಲ್ಲೆಯ ವಿವಿಧ ಭಾಗಗಳಿಂದ ಆಗಮಿಸಿದ್ದ ಕಾರ್ಯಕರ್ತರು ಭಾಗವಹಿಸಿದ್ದರು.: [364, 245, 464, 283]
article-body: ಈ ಸಂದರ್ಭದಲ್ಲಿ ಸಂಘಟನೆಯ ಪದಾಧಿಕಾರಿಗಳು, ಗ್ರಾಮಸ್ಥರು ಹಾಗೂ ಗಣ್ಯರು ಉಪಸ್ಥಿತರಿದ್ದರು. ಕಾರ್ಯಕ್ರಮದಲ್ಲಿ ಅತಿಥಿಗಳನ್ನು ಸನ್ಮಾನಿಸಲಾಯಿತು ಹಾಗೂ ಮುಖಂಡರು ಮಾತನಾಡಿ ಶುಭ ಹಾರೈಸಿದರು. ಜಿಲ್ಲೆಯ ವಿವಿಧ ಭಾಗಗಳಿಂದ ಆಗಮಿಸಿದ್ದ ಕಾರ್ಯಕರ್ತರು ಭಾಗವಹಿಸಿದ್ದರು.: [39, 641, 239, 660]
headline-grama-panchayat-2: ಮಂಜುನಾಥ್, ಉಪಾಧ್ಯಕ್ಷರಾಗಿ ಆರ್ ರಾಮು ಆಯ್ಕೆ: [39, 699, 357, 716]
article-body: ಈ ಸಂದರ್ಭದಲ್ಲಿ ಸಂಘಟನೆಯ ಪದಾಧಿಕಾರಿಗಳು, ಗ್ರಾಮಸ್ಥರು ಹಾಗೂ ಗಣ್ಯರು ಉಪಸ್ಥಿತರಿದ್ದರು. ಕಾರ್ಯಕ್ರಮದಲ್ಲಿ ಅತಿಥಿಗಳನ್ನು ಸನ್ಮಾನಿಸಲಾಯಿತು ಹಾಗೂ ಮುಖಂಡರು ಮಾತನಾಡಿ ಶುಭ ಹಾರೈಸಿದರು. ಜಿಲ್ಲೆಯ ವಿವಿಧ ಭಾಗಗಳಿಂದ ಆಗಮಿಸಿದ್ದ ಕಾರ್ಯಕರ್ತರು ಭಾಗವಹಿಸಿದ್ದರು.: [39, 377, 147, 409]
article-body: ಈ ಸಂದರ್ಭದಲ್ಲಿ ಸಂಘಟನೆಯ ಪದಾಧಿಕಾರಿಗಳು, ಗ್ರಾಮಸ್ಥರು ಹಾಗೂ ಗಣ್ಯರು ಉಪಸ್ಥಿತರಿದ್ದರು. ಕಾರ್ಯಕ್ರಮದಲ್ಲಿ ಅತಿಥಿಗಳನ್ನು ಸನ್ಮಾನಿಸಲಾಯಿತು ಹಾಗೂ ಮುಖಂಡರು ಮಾತನಾಡಿ ಶುಭ ಹಾರೈಸಿದರು. ಜಿಲ್ಲೆಯ ವಿವಿಧ ಭಾಗಗಳಿಂದ ಆಗಮಿಸಿದ್ದ ಕಾರ್ಯಕರ್ತರು ಭಾಗವಹಿಸಿದ್ದರು.: [468, 650, 570, 688]
article-body: ಈ ಸಂದರ್ಭದಲ್ಲಿ ಸಂಘಟನೆಯ ಪದಾಧಿಕಾರಿಗಳು, ಗ್ರಾಮಸ್ಥರು ಹಾಗೂ ಗಣ್ಯರು ಉಪಸ್ಥಿತರಿದ್ದರು. ಕಾರ್ಯಕ್ರಮದಲ್ಲಿ ಅತಿಥಿಗಳನ್ನು ಸನ್ಮಾನಿಸಲಾಯಿತು ಹಾಗೂ ಮುಖಂಡರು ಮಾತನಾಡಿ ಶುಭ ಹಾರೈಸಿದರು. ಜಿಲ್ಲೆಯ ವಿವಿಧ ಭಾಗಗಳಿಂದ ಆಗಮಿಸಿದ್ದ ಕಾರ್ಯಕರ್ತರು ಭಾಗವಹಿಸಿದ್ದರು.: [39, 321, 147, 353]
event-photo-annabhau: [364, 93, 678, 217]
issue-date: TUESDAY : 08-08-2023: [531, 26, 670, 39]
article-body: ಈ ಸಂದರ್ಭದಲ್ಲಿ ಸಂಘಟನೆಯ ಪದಾಧಿಕಾರಿಗಳು, ಗ್ರಾಮಸ್ಥರು ಹಾಗೂ ಗಣ್ಯರು ಉಪಸ್ಥಿತರಿದ್ದರು. ಕಾರ್ಯಕ್ರಮದಲ್ಲಿ ಅತಿಥಿಗಳನ್ನು ಸನ್ಮಾನಿಸಲಾಯಿತು ಹಾಗೂ ಮುಖಂಡರು ಮಾತನಾಡಿ ಶುಭ ಹಾರೈಸಿದರು. ಜಿಲ್ಲೆಯ ವಿವಿಧ ಭಾಗಗಳಿಂದ ಆಗಮಿಸಿದ್ದ ಕಾರ್ಯಕರ್ತರು ಭಾಗವಹಿಸಿದ್ದರು.: [574, 567, 678, 599]
article-body: ಈ ಸಂದರ್ಭದಲ್ಲಿ ಸಂಘಟನೆಯ ಪದಾಧಿಕಾರಿಗಳು, ಗ್ರಾಮಸ್ಥರು ಹಾಗೂ ಗಣ್ಯರು ಉಪಸ್ಥಿತರಿದ್ದರು. ಕಾರ್ಯಕ್ರಮದಲ್ಲಿ ಅತಿಥಿಗಳನ್ನು ಸನ್ಮಾನಿಸಲಾಯಿತು ಹಾಗೂ ಮುಖಂಡರು ಮಾತನಾಡಿ ಶುಭ ಹಾರೈಸಿದರು. ಜಿಲ್ಲೆಯ ವಿವಿಧ ಭಾಗಗಳಿಂದ ಆಗಮಿಸಿದ್ದ ಕಾರ್ಯಕರ್ತರು ಭಾಗವಹಿಸಿದ್ದರು.: [39, 241, 147, 272]
article-body: ಈ ಸಂದರ್ಭದಲ್ಲಿ ಸಂಘಟನೆಯ ಪದಾಧಿಕಾರಿಗಳು, ಗ್ರಾಮಸ್ಥರು ಹಾಗೂ ಗಣ್ಯರು ಉಪಸ್ಥಿತರಿದ್ದರು. ಕಾರ್ಯಕ್ರಮದಲ್ಲಿ ಅತಿಥಿಗಳನ್ನು ಸನ್ಮಾನಿಸಲಾಯಿತು ಹಾಗೂ ಮುಖಂಡರು ಮಾತನಾಡಿ ಶುಭ ಹಾರೈಸಿದರು. ಜಿಲ್ಲೆಯ ವಿವಿಧ ಭಾಗಗಳಿಂದ ಆಗಮಿಸಿದ್ದ ಕಾರ್ಯಕರ್ತರು ಭಾಗವಹಿಸಿದ್ದರು.: [255, 381, 357, 412]
